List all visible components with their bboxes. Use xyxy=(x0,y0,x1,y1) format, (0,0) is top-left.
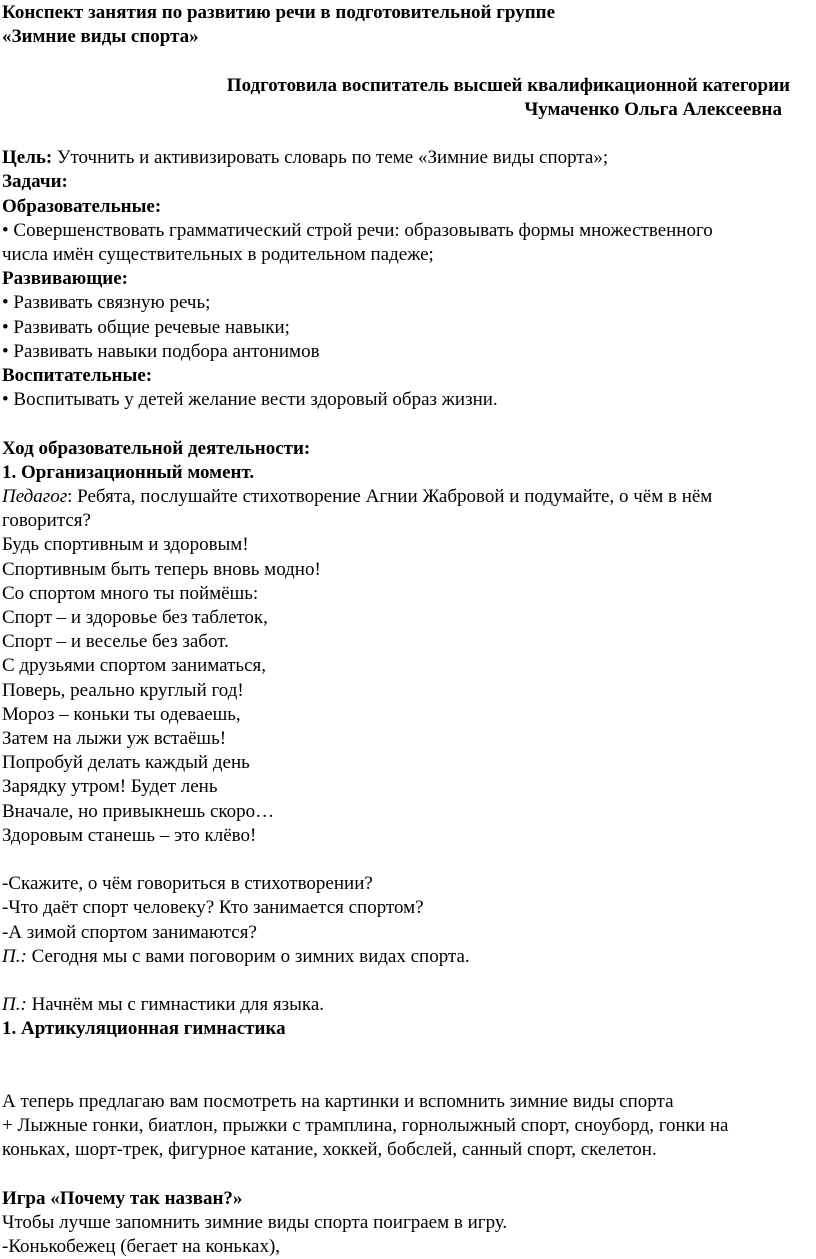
teacher-text: : Ребята, послушайте стихотворение Агнии Жабровой и подумайте, о чём в нём xyxy=(67,486,713,508)
p-line-1 xyxy=(2,945,790,969)
poem-line: Спорт – и веселье без забот. xyxy=(2,631,229,653)
question-line: -Что даёт спорт человеку? Кто занимается спортом? xyxy=(2,897,424,919)
spacer xyxy=(2,1163,790,1187)
spacer xyxy=(2,848,790,872)
game-heading: Игра «Почему так назван?» xyxy=(2,1187,243,1209)
poem-line: Поверь, реально круглый год! xyxy=(2,679,244,701)
educational-line-1: • Совершенствовать грамматический строй речи: образовывать формы множественного xyxy=(2,219,713,241)
document-title-line-2: «Зимние виды спорта» xyxy=(2,26,199,48)
author-line-1: Подготовила воспитатель высшей квалификационной категории xyxy=(226,74,790,96)
spacer xyxy=(2,122,790,146)
educational-line-2: числа имён существительных в родительном падеже; xyxy=(2,244,434,265)
sports-line-2: коньках, шорт-трек, фигурное катание, хоккей, бобслей, санный спорт, скелетон. xyxy=(2,1139,657,1161)
author-line-2: Чумаченко Ольга Алексеевна xyxy=(524,98,782,120)
poem-line: Со спортом много ты поймёшь: xyxy=(2,582,259,604)
teacher-line-2: говорится? xyxy=(2,510,91,532)
teacher-line-1 xyxy=(2,485,790,509)
developing-item: • Развивать связную речь; xyxy=(2,292,211,314)
p-text-2: Начнём мы с гимнастики для языка. xyxy=(26,994,325,1016)
poem-line: С друзьями спортом заниматься, xyxy=(2,655,267,677)
spacer xyxy=(2,49,790,73)
p-label: П.: xyxy=(2,945,27,967)
educational-heading: Образовательные: xyxy=(2,195,162,217)
poem-line: Спорт – и здоровье без таблеток, xyxy=(2,607,268,629)
course-heading: Ход образовательной деятельности: xyxy=(2,437,311,459)
p-line-2 xyxy=(2,993,790,1017)
developing-heading: Развивающие: xyxy=(2,268,128,290)
upbringing-heading: Воспитательные: xyxy=(2,365,153,387)
pictures-line: А теперь предлагаю вам посмотреть на картинки и вспомнить зимние виды спорта xyxy=(2,1091,674,1113)
poem-line: Затем на лыжи уж встаёшь! xyxy=(2,728,227,750)
poem-line: Вначале, но привыкнешь скоро… xyxy=(2,800,275,822)
developing-item: • Развивать общие речевые навыки; xyxy=(2,316,290,338)
sports-line-1: + Лыжные гонки, биатлон, прыжки с трамплина, горнолыжный спорт, сноуборд, гонки на xyxy=(2,1115,729,1137)
spacer xyxy=(2,969,790,993)
poem-line: Здоровым станешь – это клёво! xyxy=(2,824,257,846)
p-label: П.: xyxy=(2,994,27,1016)
p-text-1: Сегодня мы с вами поговорим о зимних видах спорта. xyxy=(26,945,470,967)
goal-label: Цель: xyxy=(2,147,53,169)
spacer xyxy=(2,412,790,436)
poem-line: Мороз – коньки ты одеваешь, xyxy=(2,703,241,725)
developing-item: • Развивать навыки подбора антонимов xyxy=(2,340,320,362)
tasks-heading: Задачи: xyxy=(2,171,68,193)
poem-line: Будь спортивным и здоровым! xyxy=(2,534,249,556)
teacher-label: Педагог xyxy=(2,486,68,508)
question-line: -Скажите, о чём говориться в стихотворении? xyxy=(2,873,373,895)
question-line: -А зимой спортом занимаются? xyxy=(2,921,257,943)
poem-line: Попробуй делать каждый день xyxy=(2,752,250,774)
goal-text: Уточнить и активизировать словарь по теме «Зимние виды спорта»; xyxy=(52,147,609,169)
game-line-2: -Конькобежец (бегает на коньках), xyxy=(2,1236,281,1258)
goal-line xyxy=(2,146,790,170)
section-articulation: 1. Артикуляционная гимнастика xyxy=(2,1018,286,1040)
poem-line: Спортивным быть теперь вновь модно! xyxy=(2,558,321,580)
upbringing-item: • Воспитывать у детей желание вести здоровый образ жизни. xyxy=(2,389,498,411)
poem-line: Зарядку утром! Будет лень xyxy=(2,776,218,798)
section-org-moment: 1. Организационный момент. xyxy=(2,461,255,483)
game-line-1: Чтобы лучше запомнить зимние виды спорта поиграем в игру. xyxy=(2,1212,508,1234)
document-title-line-1: Конспект занятия по развитию речи в подготовительной группе xyxy=(2,2,556,23)
spacer xyxy=(2,1042,790,1090)
